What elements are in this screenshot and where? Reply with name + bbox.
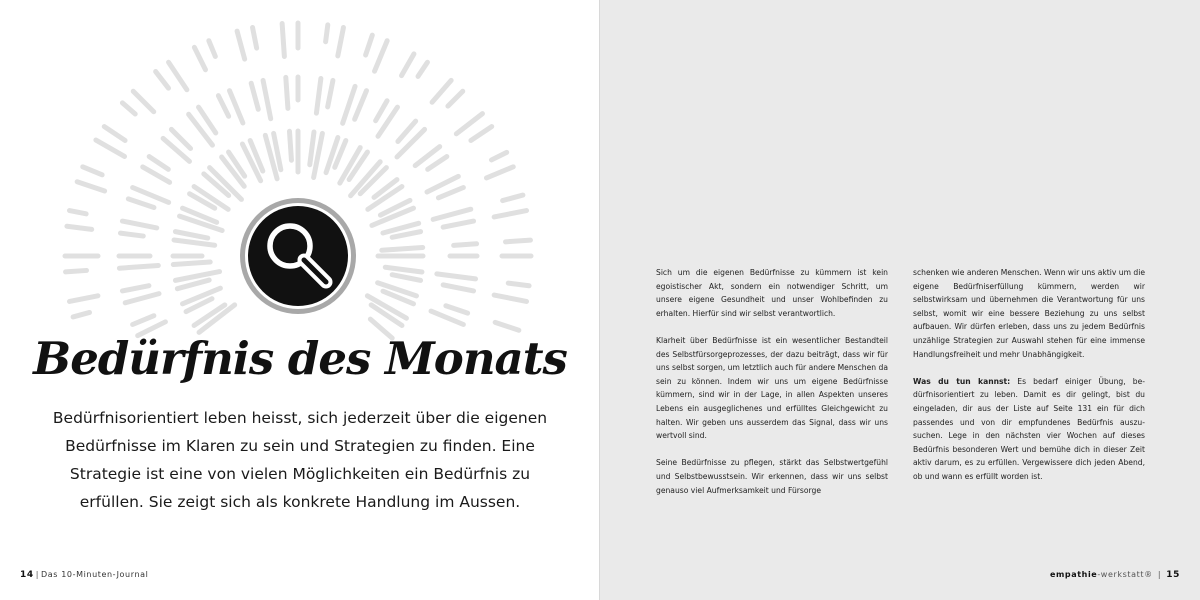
- sunburst-ray: [310, 132, 314, 165]
- sunburst-ray: [454, 244, 477, 246]
- sunburst-ray: [209, 41, 216, 57]
- paragraph: Sich um die eigenen Bedürfnisse zu kümmern ist kein egoistischer Akt, sondern ein notwendiger Schritt, um unsere eigene Gesundheit und unser Wohlbefinden zu erhalten. Hierfür sind wir selbst verantwortlich.: [656, 268, 888, 318]
- paragraph: Klarheit über Bedürfnisse ist ein wesentlicher Bestandteil des Selbstfürsorgeprozesses, der dazu beiträgt, dass wir für uns selbst sorgen, um letztlich auch für andere Menschen da sein zu können. Indem wir uns um eigene Bedürfnisse kümmern, sind wir in der Lage, in allen Aspekten unseres Lebens ein ausgeglichenes und erfülltes Gleichgewicht zu halten. Wir geben uns ausserdem das Signal, dass wir uns wertvoll sind.: [656, 335, 888, 441]
- book-title: Das 10-Minuten-Journal: [41, 570, 149, 579]
- sunburst-ray: [375, 41, 388, 71]
- sunburst-ray: [385, 267, 422, 272]
- sunburst-ray: [402, 54, 414, 76]
- sunburst-ray: [122, 221, 156, 228]
- text-column-2: [913, 266, 1145, 497]
- sunburst-ray: [69, 211, 86, 214]
- sunburst-ray: [125, 294, 159, 303]
- text-column-1: [656, 266, 888, 511]
- sunburst-ray: [120, 233, 143, 236]
- sunburst-ray: [229, 91, 242, 123]
- sunburst-ray: [237, 31, 245, 59]
- sunburst-ray: [397, 129, 425, 157]
- sunburst-ray: [471, 127, 492, 141]
- sunburst-ray: [251, 83, 258, 109]
- sunburst-ray: [67, 226, 92, 229]
- sunburst-ray: [494, 295, 526, 301]
- sunburst-ray: [432, 80, 451, 102]
- sunburst-ray: [376, 101, 387, 121]
- sunburst-ray: [486, 167, 513, 178]
- sunburst-ray: [326, 25, 328, 42]
- footer-left: [20, 570, 148, 580]
- sunburst-ray: [133, 316, 154, 325]
- sunburst-ray: [437, 274, 476, 279]
- sunburst-ray: [289, 131, 291, 160]
- sunburst-ray: [355, 91, 367, 120]
- sunburst-ray: [73, 312, 89, 316]
- sunburst-ray: [173, 262, 210, 265]
- sunburst-ray: [175, 232, 207, 238]
- sunburst-ray: [69, 296, 97, 302]
- brand-name: empathie: [1049, 570, 1098, 579]
- sunburst-ray: [77, 182, 104, 191]
- sunburst-ray: [494, 211, 526, 217]
- sunburst-ray: [83, 167, 102, 175]
- sunburst-ray: [175, 272, 219, 281]
- sunburst-ray: [119, 266, 158, 269]
- sunburst-ray: [96, 140, 125, 156]
- sunburst-ray: [66, 270, 87, 271]
- sunburst-ray: [169, 62, 187, 89]
- paragraph: schenken wie anderen Menschen. Wenn wir uns aktiv um die eigene Bedürfniserfüllung kümmern, werden wir selbstwirksam und übernehmen die Verantwortung für uns selbst, womit wir eine bessere Beziehung zu uns selbst aufbauen. Wir dürfen erleben, dass uns zu jedem Bedürfnis unzählige Strategien zur Auswahl stehen für eine immense Handlungsfreiheit und mehr Unabhängigkeit.: [913, 268, 1145, 359]
- sunburst-ray: [218, 96, 228, 117]
- sunburst-ray: [495, 322, 519, 330]
- paragraph: Seine Bedürfnisse zu pflegen, stärkt das Selbstwertgefühl und Selbstbewusstsein. Wir erkennen, dass wir uns selbst genauso viel Aufmerksamkeit und Fürsorge: [656, 458, 888, 495]
- sunburst-ray: [104, 127, 125, 141]
- sunburst-ray: [491, 152, 506, 160]
- sunburst-ray: [438, 187, 463, 197]
- sunburst-ray: [122, 286, 148, 291]
- footer-separator: |: [35, 570, 40, 579]
- sunburst-ray: [418, 62, 427, 76]
- sunburst-ray: [428, 157, 447, 170]
- sunburst-ray: [503, 195, 523, 200]
- sunburst-ray: [133, 91, 154, 112]
- sunburst-ray: [382, 247, 423, 250]
- sunburst-ray: [508, 283, 529, 286]
- sunburst-ray: [433, 209, 471, 219]
- sunburst-ray: [263, 80, 271, 118]
- sunburst-ray: [431, 311, 463, 324]
- page-number-left: 14: [20, 570, 34, 580]
- intro-text: Bedürfnisorientiert leben heisst, sich jederzeit über die eigenen Bedürfnisse im Klaren zu sein und Strategien zu finden. Eine Strategie ist eine von vielen Möglichkeiten ein Bedürfnis zu erfüllen. Sie zeigt sich als konkrete Handlung im Aussen.: [52, 409, 548, 511]
- sunburst-ray: [392, 232, 420, 238]
- sunburst-ray: [328, 80, 333, 106]
- page-number-right: 15: [1166, 570, 1180, 580]
- sunburst-ray: [392, 275, 420, 281]
- paragraph: [913, 375, 1145, 484]
- paragraph-body: Es bedarf einiger Übung, bedürfnisorientiert zu leben. Damit es dir gelingt, bist du eingeladen, dir aus der Liste auf Seite 131 ein für dich passendes und von dir empfundenes Bedürfnis auszusuchen. Lege in den nächsten vier Wochen auf dieses Bedürfnis besonderen Wert und bemühe dich in dieser Zeit aktiv darum, es zu erfüllen. Vergewissere dich jeden Abend, ob und wann es erfüllt worden ist.: [913, 376, 1146, 481]
- sunburst-ray: [443, 285, 473, 291]
- sunburst-ray: [448, 91, 463, 106]
- sunburst-ray: [456, 114, 482, 134]
- sunburst-ray: [174, 240, 215, 245]
- sunburst-ray: [282, 24, 284, 57]
- sunburst-ray: [149, 157, 168, 170]
- sunburst-ray: [286, 77, 288, 108]
- sunburst-ray: [506, 240, 531, 242]
- sunburst-ray: [194, 47, 205, 69]
- sunburst-ray: [338, 27, 344, 55]
- sunburst-ray: [122, 103, 135, 114]
- sunburst-ray: [366, 35, 373, 55]
- page-title: Bedürfnis des Monats: [33, 332, 567, 385]
- footer-separator: |: [1154, 570, 1165, 579]
- sunburst-ray: [128, 199, 154, 208]
- sunburst-ray: [443, 221, 473, 227]
- sunburst-ray: [156, 72, 169, 89]
- magnifier-icon: [238, 196, 358, 316]
- sunburst-ray: [446, 306, 468, 313]
- sunburst-ray: [316, 78, 320, 113]
- footer-right: [1050, 570, 1180, 580]
- brand-suffix: -werkstatt®: [1097, 570, 1153, 579]
- sunburst-ray: [253, 27, 257, 48]
- paragraph-lead: Was du tun kannst:: [913, 376, 1011, 386]
